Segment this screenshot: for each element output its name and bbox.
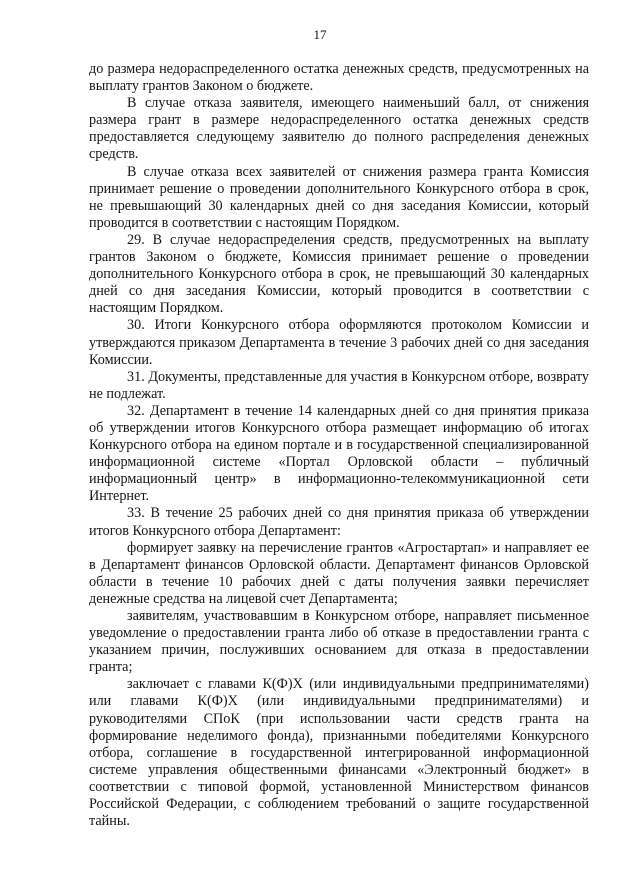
paragraph-clause-33-item: заявителям, участвовавшим в Конкурсном отборе, направляет письменное уведомление о предоставлении гранта либо об отказе в предоставлении гранта с указанием причин, послуживших основанием для отказа в предоставлении гранта;: [89, 608, 589, 676]
paragraph-continuation: до размера недораспределенного остатка денежных средств, предусмотренных на выплату грантов Законом о бюджете.: [89, 61, 589, 95]
page-number: 17: [313, 27, 327, 42]
paragraph: В случае отказа заявителя, имеющего наименьший балл, от снижения размера грант в размере недораспределенного остатка денежных средств предоставляется следующему заявителю до полного распределения денежных средств.: [89, 95, 589, 163]
paragraph-clause-29: 29. В случае недораспределения средств, предусмотренных на выплату грантов Законом о бюджете, Комиссия принимает решение о проведении дополнительного Конкурсного отбора в срок, не превышающий 30 календарных дней со дня заседания Комиссии, который проводится в соответствии с настоящим Порядком.: [89, 231, 589, 317]
paragraph: В случае отказа всех заявителей от снижения размера гранта Комиссия принимает решение о проведении дополнительного Конкурсного отбора в срок, не превышающий 30 календарных дней со дня заседания Комиссии, который проводится в соответствии с настоящим Порядком.: [89, 163, 589, 231]
paragraph-clause-32: 32. Департамент в течение 14 календарных дней со дня принятия приказа об утверждении итогов Конкурсного отбора размещает информацию об итогах Конкурсного отбора на едином портале и в государственной специализированной информационной системе «Портал Орловской области – публичный информационный центр» в информационно-телекоммуникационной сети Интернет.: [89, 402, 589, 505]
document-body: [89, 61, 589, 830]
paragraph-clause-33-item: формирует заявку на перечисление грантов «Агростартап» и направляет ее в Департамент финансов Орловской области. Департамент финансов Орловской области в течение 10 рабочих дней с даты получения заявки перечисляет денежные средства на лицевой счет Департамента;: [89, 539, 589, 607]
paragraph-clause-33-item: заключает с главами К(Ф)Х (или индивидуальными предпринимателями) или главами К(Ф)Х (или индивидуальными предпринимателями) и руководителями СПоК (при использовании части средств гранта на формирование неделимого фонда), признанными победителями Конкурсного отбора, соглашение в государственной интегрированной информационной системе управления общественными финансами «Электронный бюджет» в соответствии с типовой формой, установленной Министерством финансов Российской Федерации, с соблюдением требований о защите государственной тайны.: [89, 676, 589, 830]
paragraph-clause-30: 30. Итоги Конкурсного отбора оформляются протоколом Комиссии и утверждаются приказом Департамента в течение 3 рабочих дней со дня заседания Комиссии.: [89, 317, 589, 368]
paragraph-clause-31: 31. Документы, представленные для участия в Конкурсном отборе, возврату не подлежат.: [89, 368, 589, 402]
paragraph-clause-33: 33. В течение 25 рабочих дней со дня принятия приказа об утверждении итогов Конкурсного отбора Департамент:: [89, 505, 589, 539]
